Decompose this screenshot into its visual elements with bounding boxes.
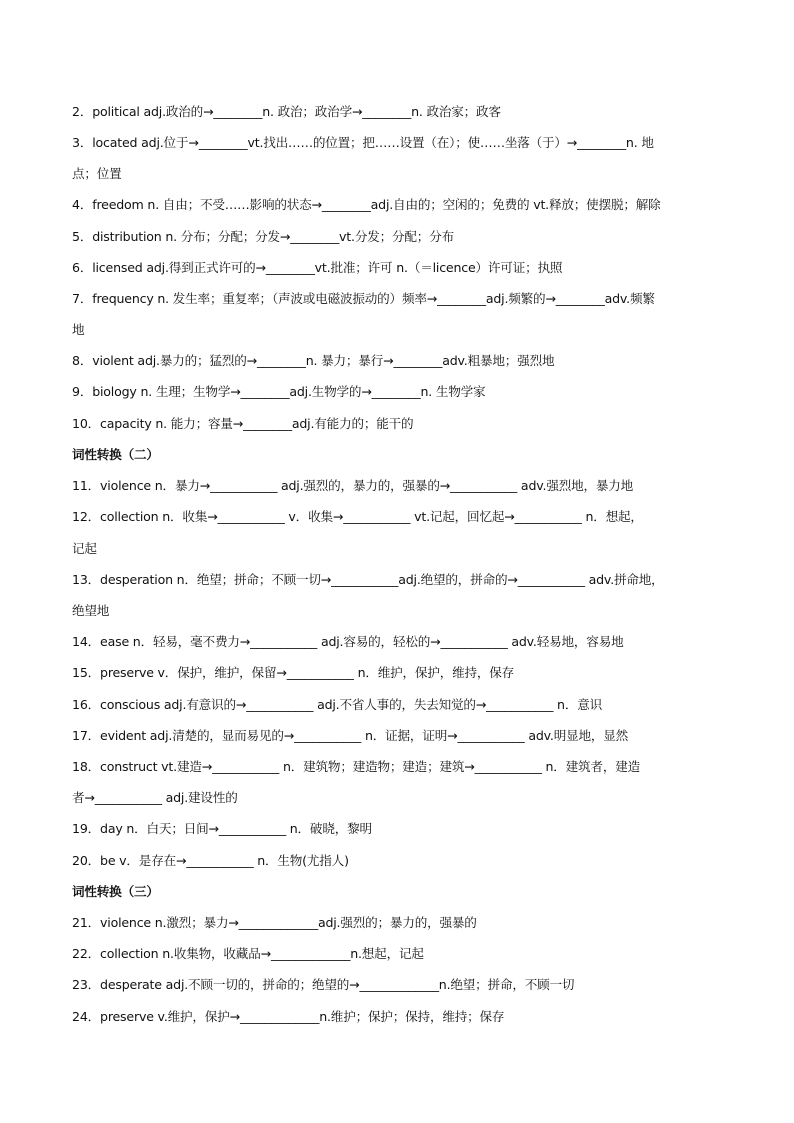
item-21: 21．violence n.激烈；暴力→_____________adj.强烈的；暴力的，强暴的 (72, 915, 477, 930)
item-12: 12．collection n．收集→___________ v．收集→___________ vt.记起，回忆起→___________ n．想起， (72, 509, 643, 524)
item-16: 16．conscious adj.有意识的→___________ adj.不省人事的，失去知觉的→___________ n．意识 (72, 697, 603, 712)
item-7: 7．frequency n. 发生率；重复率；（声波或电磁波振动的）频率→________adj.频繁的→________adv.频繁 (72, 291, 655, 306)
item-19: 19．day n．白天；日间→___________ n．破晓，黎明 (72, 821, 372, 836)
item-8: 8．violent adj.暴力的；猛烈的→________n. 暴力；暴行→________adv.粗暴地；强烈地 (72, 353, 555, 368)
item-6: 6．licensed adj.得到正式许可的→________vt.批准；许可 n.（＝licence）许可证；执照 (72, 260, 563, 275)
item-12-continued: 记起 (72, 541, 97, 556)
item-11: 11．violence n．暴力→___________ adj.强烈的，暴力的，强暴的→___________ adv.强烈地，暴力地 (72, 478, 634, 493)
item-2: 2．political adj.政治的→________n. 政治；政治学→________n. 政治家；政客 (72, 104, 501, 119)
item-17: 17．evident adj.清楚的，显而易见的→___________ n．证据，证明→___________ adv.明显地，显然 (72, 728, 629, 743)
item-18: 18．construct vt.建造→___________ n．建筑物；建造物；建造；建筑→___________ n．建筑者，建造 (72, 759, 641, 774)
item-24: 24．preserve v.维护，保护→_____________n.维护；保护；保持，维持；保存 (72, 1009, 505, 1024)
item-23: 23．desperate adj.不顾一切的，拼命的；绝望的→_____________n.绝望；拼命，不顾一切 (72, 977, 575, 992)
item-13: 13．desperation n．绝望；拼命；不顾一切→___________adj.绝望的，拼命的→___________ adv.拼命地， (72, 572, 664, 587)
item-14: 14．ease n．轻易，毫不费力→___________ adj.容易的，轻松的→___________ adv.轻易地，容易地 (72, 634, 624, 649)
item-15: 15．preserve v．保护，维护，保留→___________ n．维护，保护，维持，保存 (72, 665, 515, 680)
item-3: 3．located adj.位于→________vt.找出……的位置；把……设置（在）；使……坐落（于）→________n. 地 (72, 135, 654, 150)
item-7-continued: 地 (72, 322, 85, 337)
item-9: 9．biology n. 生理；生物学→________adj.生物学的→________n. 生物学家 (72, 384, 486, 399)
item-22: 22．collection n.收集物，收藏品→_____________n.想起，记起 (72, 946, 424, 961)
item-3-continued: 点；位置 (72, 166, 122, 181)
item-20: 20．be v．是存在→___________ n．生物(尤指人) (72, 853, 349, 868)
item-13-continued: 绝望地 (72, 603, 110, 618)
section-heading-2: 词性转换（二） (72, 447, 159, 462)
item-5: 5．distribution n. 分布；分配；分发→________vt.分发；分配；分布 (72, 229, 454, 244)
item-18-continued: 者→___________ adj.建设性的 (72, 790, 238, 805)
item-10: 10．capacity n. 能力；容量→________adj.有能力的；能干的 (72, 416, 414, 431)
item-4: 4．freedom n. 自由；不受……影响的状态→________adj.自由的；空闲的；免费的 vt.释放；使摆脱；解除 (72, 197, 661, 212)
section-heading-3: 词性转换（三） (72, 884, 159, 899)
